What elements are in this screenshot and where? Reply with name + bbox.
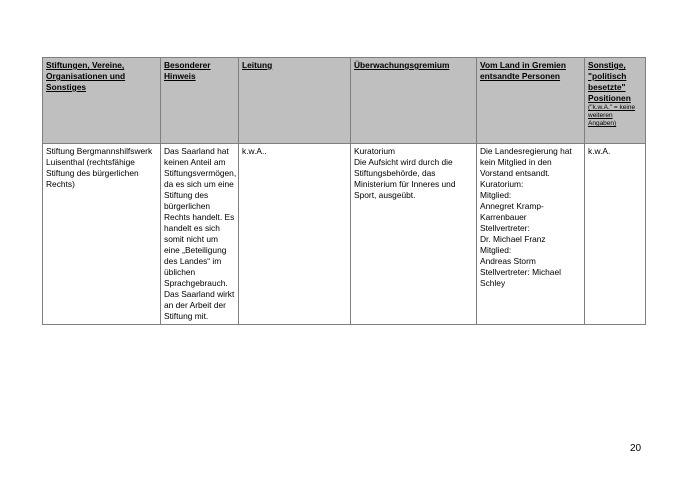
header-sonstige-note: ("k.w.A." = keine weiteren Angaben) [588,104,636,127]
person-line: Stellvertreter: [480,223,530,233]
stiftungen-table [42,57,646,325]
person-line: Stellvertreter: Michael Schley [480,267,561,288]
header-sonstige [585,58,646,144]
person-line: Dr. Michael Franz [480,234,546,244]
cell-sonstige: k.w.A. [585,144,646,325]
table-row [43,144,646,325]
page-number: 20 [630,443,642,454]
cell-organisation: Stiftung Bergmannshilfswerk Luisenthal (rechtsfähige Stiftung des bürgerlichen Rechts) [43,144,161,325]
person-line: Mitglied: [480,245,512,255]
cell-hinweis: Das Saarland hat keinen Anteil am Stiftungsvermögen, da es sich um eine Stiftung des bürgerlichen Rechts handelt. Es handelt es sich somit nicht um eine „Beteiligung des Landes“ im üblichen Sprachgebrauch. Das Saarland wirkt an der Arbeit der Stiftung mit. [161,144,239,325]
cell-leitung: k.w.A.. [239,144,351,325]
cell-entsandte-personen [477,144,585,325]
header-entsandte-personen: Vom Land in Gremien entsandte Personen [477,58,585,144]
header-gremium: Überwachungsgremium [351,58,477,144]
person-line: Die Landesregierung hat kein Mitglied in den Vorstand entsandt. [480,146,572,178]
person-line: Andreas Storm [480,256,536,266]
gremium-text: Die Aufsicht wird durch die Stiftungsbehörde, das Ministerium für Inneres und Sport, ausgeübt. [354,157,456,200]
gremium-title: Kuratorium [354,146,395,156]
header-row [43,58,646,144]
person-line: Kuratorium: [480,179,524,189]
person-line: Mitglied: [480,190,512,200]
header-organisation: Stiftungen, Vereine, Organisationen und Sonstiges [43,58,161,144]
header-hinweis: Besonderer Hinweis [161,58,239,144]
cell-gremium [351,144,477,325]
person-line: Annegret Kramp-Karrenbauer [480,201,544,222]
header-leitung: Leitung [239,58,351,144]
header-sonstige-label: Sonstige, "politisch besetzte" Positionen [588,60,631,103]
